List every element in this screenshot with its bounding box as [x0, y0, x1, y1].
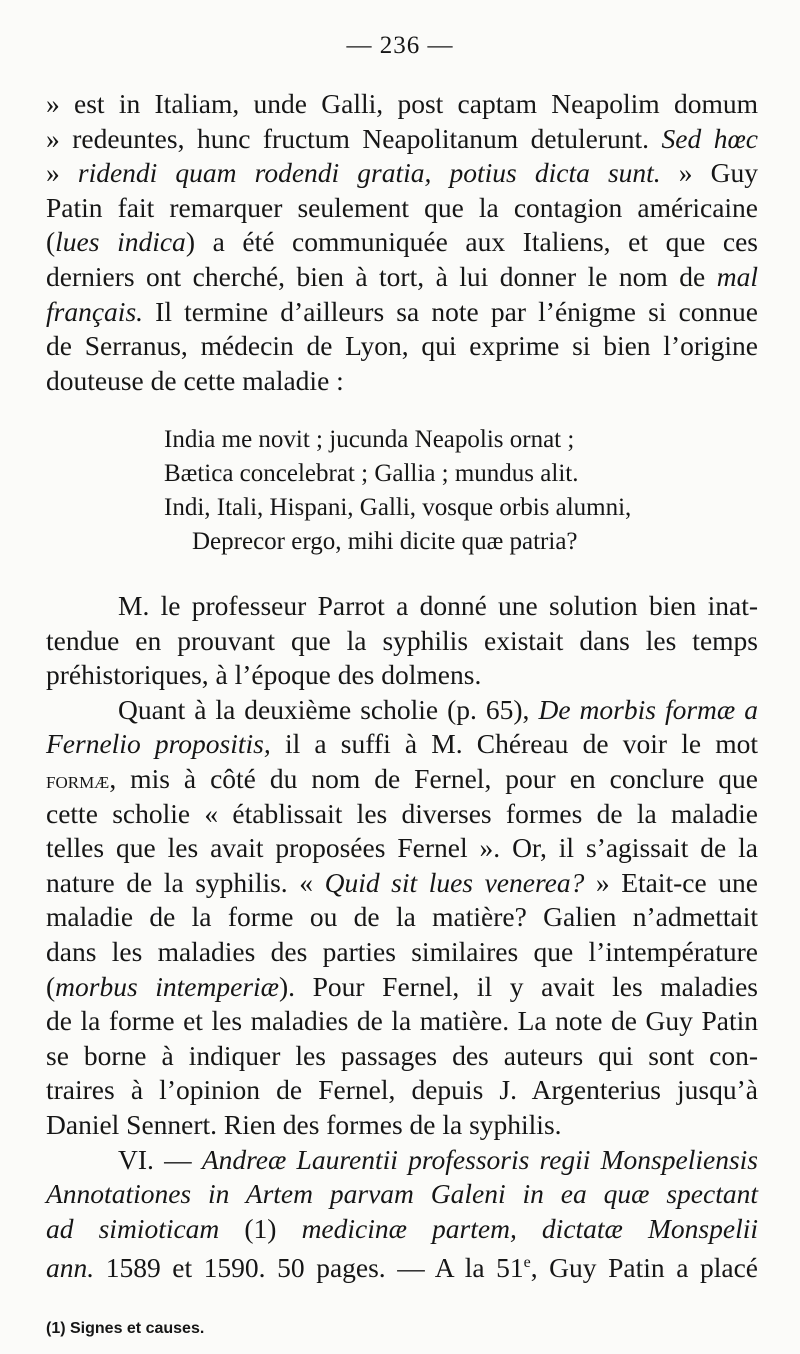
text-line [46, 832, 758, 864]
text-segment: Quid sit lues venerea? [324, 866, 585, 898]
text-line [46, 1074, 758, 1106]
text-segment: derniers ont cherché, bien à tort, à lui donner le nom de [46, 261, 717, 292]
text-segment: traires à l’opinion de Fernel, depuis J. Argenterius jusqu’à [46, 1074, 758, 1106]
text-segment: maladie de la forme ou de la matière? Galien n’admettait [46, 901, 758, 933]
text-line [46, 798, 758, 830]
text-segment: » [46, 157, 78, 189]
text-segment: 1589 et 1590. 50 pages. — A la 51 [94, 1252, 524, 1284]
text-line [46, 192, 758, 224]
text-segment: il a suffi à M. Chéreau de voir le mot [270, 728, 758, 760]
text-segment: ann. [46, 1252, 95, 1284]
text-line [46, 625, 758, 657]
text-segment: ad simioticam [46, 1212, 220, 1244]
text-segment: morbus intemperiæ [55, 970, 280, 1002]
text-segment: se borne à indiquer les passages des auteurs qui sont con- [46, 1039, 758, 1071]
text-line [46, 728, 758, 760]
text-line [46, 296, 758, 328]
text-segment: telles que les avait proposées Fernel ». Or, il s’agissait de la [46, 832, 758, 864]
text-line [118, 590, 758, 622]
verse-line [192, 526, 578, 558]
text-segment: préhistoriques, à l’époque des dolmens. [46, 659, 482, 691]
text-segment: Indi, Itali, Hispani, Galli, vosque orbis alumni, [164, 494, 632, 521]
text-segment: , mis à côté du nom de Fernel, pour en conclure que [109, 763, 758, 794]
text-segment: Sed hœc [661, 122, 758, 154]
text-segment: » redeuntes, hunc fructum Neapolitanum detulerunt. [46, 122, 662, 154]
text-segment: M. le professeur Parrot a donné une solution bien inat- [118, 590, 758, 621]
text-line [46, 971, 758, 1003]
text-line [46, 226, 758, 258]
text-segment: cette scholie « établissait les diverses formes de la maladie [46, 797, 758, 829]
text-segment: Quant à la deuxième scholie (p. 65), [118, 693, 539, 725]
text-segment: tendue en prouvant que la syphilis existait dans les temps [46, 624, 758, 656]
text-segment: Bætica concelebrat ; Gallia ; mundus alit. [164, 460, 579, 487]
text-line [46, 365, 344, 397]
text-segment: ( [46, 226, 56, 258]
text-segment: ( [46, 970, 56, 1002]
verse-line [164, 492, 631, 524]
text-line [46, 1178, 758, 1210]
text-segment: de la forme et les maladies de la matière. La note de Guy Patin [46, 1005, 758, 1037]
text-line [46, 763, 758, 797]
text-line [46, 123, 758, 155]
footnote: (1) Signes et causes. [46, 1320, 205, 1337]
text-line [46, 936, 758, 968]
text-line [46, 261, 758, 293]
text-line [46, 1040, 758, 1072]
text-segment: ) a été communiquée aux Italiens, et que ces [185, 226, 758, 258]
text-segment: Il termine d’ailleurs sa note par l’énigme si connue [143, 295, 758, 327]
text-segment: de Serranus, médecin de Lyon, qui exprime si bien l’origine [46, 330, 758, 362]
text-segment: douteuse de cette maladie : [46, 364, 344, 396]
text-segment: VI. — [118, 1143, 202, 1175]
text-line [46, 659, 481, 691]
text-line [46, 88, 758, 120]
text-line [46, 901, 758, 933]
text-segment: français. [46, 295, 144, 327]
text-segment: lues indica [55, 226, 186, 258]
text-segment: medicinæ partem, dictatæ Monspelii [301, 1212, 758, 1244]
text-segment: Fernelio propositis, [46, 728, 271, 760]
text-segment: formæ [46, 768, 110, 794]
text-segment: ridendi quam rodendi gratia, potius dicta sunt. [77, 157, 661, 189]
text-line [46, 1005, 758, 1037]
text-segment: , Guy Patin a placé [530, 1252, 758, 1284]
verse-line [164, 458, 578, 490]
text-segment: dans les maladies des parties similaires que l’intempérature [46, 936, 758, 967]
page-number: — 236 — [346, 32, 454, 59]
text-segment: (1) [219, 1212, 302, 1244]
text-segment: e [523, 1254, 531, 1272]
text-segment: Patin fait remarquer seulement que la contagion américaine [46, 191, 758, 223]
verse-line [164, 424, 574, 456]
text-line [46, 157, 758, 189]
text-segment: mal [716, 261, 758, 292]
text-segment: nature de la syphilis. « [46, 866, 325, 898]
text-line [46, 1109, 562, 1141]
text-segment: ). Pour Fernel, il y avait les maladies [279, 970, 758, 1002]
text-segment: Deprecor ergo, mihi dicite quæ patria? [192, 528, 578, 555]
text-segment: » Etait-ce une [584, 866, 758, 898]
text-segment: Daniel Sennert. Rien des formes de la syphilis. [46, 1109, 562, 1140]
text-segment: » Guy [660, 157, 759, 189]
text-segment: » est in Italiam, unde Galli, post captam Neapolim domum [46, 88, 758, 119]
text-line [46, 867, 758, 899]
text-segment: India me novit ; jucunda Neapolis ornat ; [164, 426, 575, 453]
text-line [118, 1144, 758, 1176]
text-segment: De morbis formæ a [538, 693, 758, 725]
text-segment: Andreæ Laurentii professoris regii Monspeliensis [201, 1143, 758, 1175]
text-segment: Annotationes in Artem parvam Galeni in ea quæ spectant [46, 1178, 758, 1210]
text-line [118, 694, 758, 726]
text-line [46, 1247, 758, 1284]
text-line [46, 330, 758, 362]
text-line [46, 1213, 758, 1245]
